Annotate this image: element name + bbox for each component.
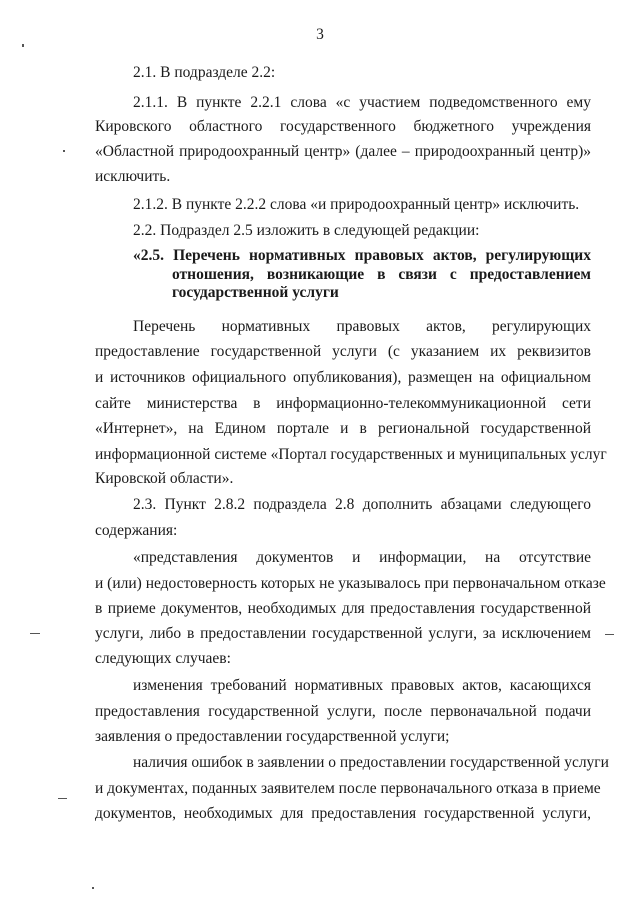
scan-speck [605, 634, 614, 635]
scan-speck [30, 633, 40, 634]
text-line: информационной системе «Портал государственных и муниципальных услуг [95, 446, 607, 463]
text-line: предоставление государственной услуги (с указанием их реквизитов [95, 343, 591, 360]
text-line: исключить. [95, 168, 171, 185]
text-line: следующих случаев: [95, 650, 231, 667]
text-line: «Областной природоохранный центр» (далее – природоохранный центр)» [95, 143, 591, 160]
text-line: услуги, либо в предоставлении государственной услуги, за исключением [95, 625, 591, 642]
text-line: и источников официального опубликования), размещен на официальном [95, 369, 591, 386]
scan-speck [22, 44, 24, 47]
text-line: предоставления государственной услуги, после первоначальной подачи [95, 703, 591, 720]
text-line: Кировской области». [95, 470, 234, 487]
text-line: документов, необходимых для предоставления государственной услуги, [95, 805, 591, 822]
section-heading-line: государственной услуги [172, 284, 339, 301]
scan-speck [63, 150, 65, 152]
text-line: «Интернет», на Едином портале и в региональной государственной [95, 420, 591, 437]
text-line: и документах, поданных заявителем после первоначального отказа в приеме [95, 780, 601, 797]
section-heading-line: «2.5. Перечень нормативных правовых актов, регулирующих [133, 247, 591, 264]
text-line: Кировского областного государственного бюджетного учреждения [95, 118, 591, 135]
text-line: заявления о предоставлении государственной услуги; [95, 728, 450, 745]
text-line: изменения требований нормативных правовых актов, касающихся [133, 677, 591, 694]
text-line: содержания: [95, 522, 178, 539]
page-number: 3 [316, 26, 324, 43]
text-line: Перечень нормативных правовых актов, регулирующих [133, 318, 591, 335]
section-heading-line: отношения, возникающие в связи с предоставлением [172, 266, 591, 283]
text-line: сайте министерства в информационно-телекоммуникационной сети [95, 395, 591, 412]
text-line: в приеме документов, необходимых для предоставления государственной [95, 600, 591, 617]
text-line: 2.1.2. В пункте 2.2.2 слова «и природоохранный центр» исключить. [133, 196, 580, 213]
text-line: наличия ошибок в заявлении о предоставлении государственной услуги [133, 754, 609, 771]
scan-speck [58, 798, 67, 799]
text-line: «представления документов и информации, на отсутствие [133, 549, 591, 566]
scan-speck [92, 887, 94, 889]
text-line: 2.1.1. В пункте 2.2.1 слова «с участием подведомственного ему [133, 94, 591, 111]
text-line: 2.2. Подраздел 2.5 изложить в следующей редакции: [133, 222, 480, 239]
text-line: 2.1. В подразделе 2.2: [133, 64, 276, 81]
text-line: 2.3. Пункт 2.8.2 подраздела 2.8 дополнить абзацами следующего [133, 496, 591, 513]
text-line: и (или) недостоверность которых не указывалось при первоначальном отказе [95, 575, 606, 592]
